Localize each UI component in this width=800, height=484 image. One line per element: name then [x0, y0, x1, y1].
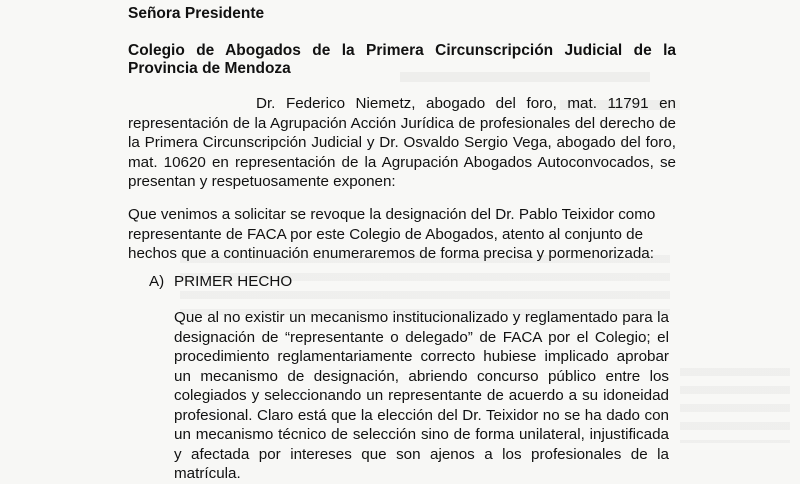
first-fact-marker: A) [149, 273, 165, 290]
show-through-texture [680, 368, 790, 443]
intro-paragraph: Dr. Federico Niemetz, abogado del foro, mat. 11791 en representación de la Agrupación Acción Jurídica de profesionales del derecho de la Primera Circunscripción Judicial y Dr. Osvaldo Sergio Vega, abogado del foro, mat. 10620 en representación de la Agrupación Abogados Autoconvocados, se presentan y respetuosamente exponen: [128, 95, 676, 190]
first-fact-body: Que al no existir un mecanismo institucionalizado y reglamentado para la designación de “representante o delegado” de FACA por el Colegio; el procedimiento reglamentariamente correcto hubiese implicado aprobar un mecanismo de designación, abriendo concurso público entre los colegiados y seleccionando un representante de acuerdo a su idoneidad profesional. Claro está que la elección del Dr. Teixidor no se ha dado con un mecanismo técnico de selección sino de forma unilateral, injustificada y afectada por intereses que son ajenos a los profesionales de la matrícula. [174, 309, 669, 482]
request-paragraph: Que venimos a solicitar se revoque la designación del Dr. Pablo Teixidor como representante de FACA por este Colegio de Abogados, atento al conjunto de hechos que a continuación enumeraremos de forma precisa y pormenorizada: [128, 206, 656, 262]
first-fact-title: PRIMER HECHO [174, 273, 293, 290]
salutation: Señora Presidente [128, 5, 265, 22]
addressee: Colegio de Abogados de la Primera Circunscripción Judicial de la Provincia de Mendoza [128, 42, 676, 77]
